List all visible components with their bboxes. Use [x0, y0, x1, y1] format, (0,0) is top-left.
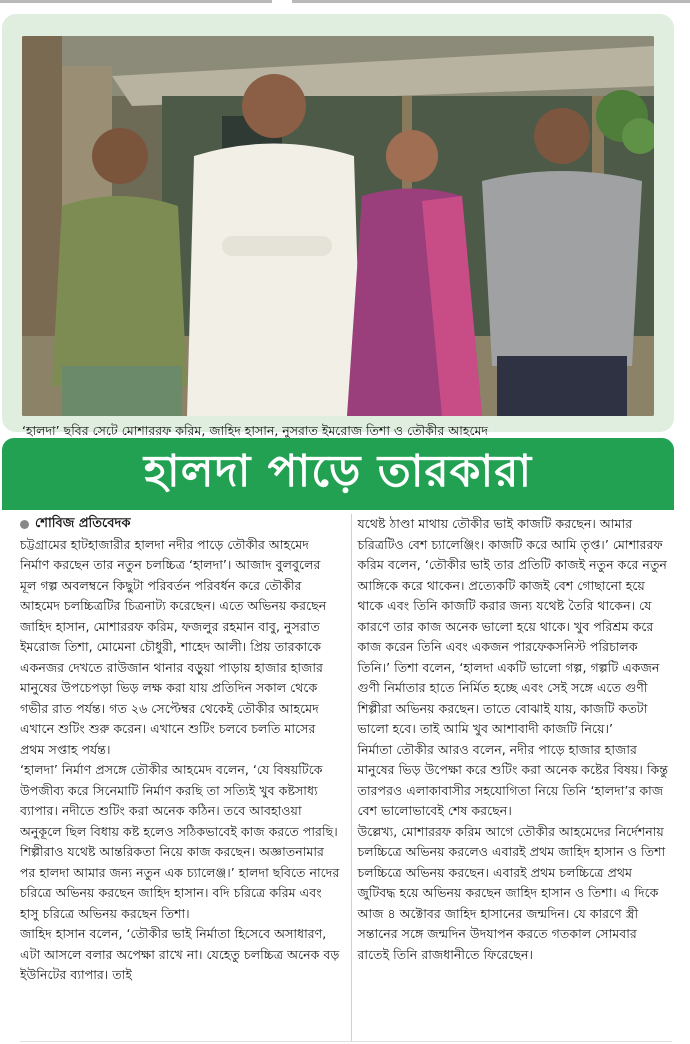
article-column-1 [20, 514, 341, 1042]
bottom-rule [20, 1041, 672, 1042]
cast-photo [22, 36, 654, 416]
paragraph: জাহিদ হাসান বলেন, ‘তৌকীর ভাই নির্মাতা হিসেবে অসাধারণ, এটা আসলে বলার অপেক্ষা রাখে না। যেহেতু চলচ্চিত্র অনেক বড় ইউনিটের ব্যাপার। তাই [20, 926, 340, 982]
bullet-icon [20, 520, 29, 529]
paragraph: চট্টগ্রামের হাটহাজারীর হালদা নদীর পাড়ে তৌকীর আহমেদ নির্মাণ করছেন তার নতুন চলচ্চিত্র ‘হালদা’। আজাদ বুলবুলের মূল গল্প অবলম্বনে কিছুটা পরিবর্তন পরিবর্ধন করে তৌকীর আহমেদ চলচ্চিত্রটির চিত্রনাট্য করেছেন। এতে অভিনয় করছেন জাহিদ হাসান, মোশাররফ করিম, ফজলুর রহমান বাবু, নুসরাত ইমরোজ তিশা, মোমেনা চৌধুরী, শাহেদ আলী। প্রিয় তারকাকে একনজর দেখতে রাউজান থানার বড়ুয়া পাড়ায় হাজার হাজার মানুষের উপচেপড়া ভিড় লক্ষ করা যায় প্রতিদিন সকাল থেকে গভীর রাত পর্যন্ত। গত ২৬ সেপ্টেম্বর থেকেই তৌকীর আহমেদ এখানে শুটিং শুরু করেন। এখানে শুটিং চলবে চলতি মাসের প্রথম সপ্তাহ পর্যন্ত। [20, 536, 327, 757]
paragraph: ‘হালদা’ নির্মাণ প্রসঙ্গে তৌকীর আহমেদ বলেন, ‘যে বিষয়টিকে উপজীব্য করে সিনেমাটি নির্মাণ করছি তা সত্যিই খুব কষ্টসাধ্য ব্যাপার। নদীতে শুটিং করা অনেক কঠিন। তবে আবহাওয়া অনুকূলে ছিল বিধায় কষ্ট হলেও সঠিকভাবেই কাজ করতে পারছি। শিল্পীরাও যথেষ্ট আন্তরিকতা নিয়ে কাজ করছেন। অজ্ঞাতনামার পর হালদা আমার জন্য নতুন এক চ্যালেঞ্জ।’ হালদা ছবিতে নাদের চরিত্রে অভিনয় করছেন জাহিদ হাসান। বদি চরিত্রে করিম এবং হাসু চরিত্রে অভিনয় করছেন তিশা। [20, 762, 340, 921]
photo-caption: ‘হালদা’ ছবির সেটে মোশাররফ করিম, জাহিদ হাসান, নুসরাত ইমরোজ তিশা ও তৌকীর আহমেদ [22, 423, 488, 438]
paragraph: নির্মাতা তৌকীর আরও বলেন, নদীর পাড়ে হাজার হাজার মানুষের ভিড় উপেক্ষা করে শুটিং করা অনেক কষ্টের বিষয়। কিন্তু তারপরও এলাকাবাসীর সহযোগিতা নিয়ে তিনি ‘হালদা’র কাজ বেশ ভালোভাবেই শেষ করছেন। [357, 741, 669, 818]
top-rule-left [0, 0, 272, 3]
article-column-2 [351, 514, 673, 1042]
byline-text: শোবিজ প্রতিবেদক [35, 516, 131, 531]
article-body [20, 514, 672, 1042]
paragraph: উল্লেখ্য, মোশাররফ করিম আগে তৌকীর আহমেদের নির্দেশনায় চলচ্চিত্রে অভিনয় করলেও এবারই প্রথম জাহিদ হাসান ও তিশা চলচ্চিত্রে অভিনয় করছেন। এবারই প্রথম চলচ্চিত্রে প্রথম জুটিবদ্ধ হয়ে অভিনয় করছেন জাহিদ হাসান ও তিশা। এ দিকে আজ ৪ অক্টোবর জাহিদ হাসানের জন্মদিন। যে কারণে স্ত্রী সন্তানের সঙ্গে জন্মদিন উদযাপন করতে গতকাল সোমবার রাতেই তিনি রাজধানীতে ফিরেছেন। [357, 823, 666, 962]
headline-banner [2, 438, 674, 510]
byline [20, 514, 341, 535]
headline: হালদা পাড়ে তারকারা [143, 445, 533, 497]
paragraph: যথেষ্ট ঠাণ্ডা মাথায় তৌকীর ভাই কাজটি করছেন। আমার চরিত্রটিও বেশ চ্যালেঞ্জিং। কাজটি করে আমি তৃপ্ত।’ মোশাররফ করিম বলেন, ‘তৌকীর ভাই তার প্রতিটি কাজই নতুন করে নতুন আঙ্গিকে করে থাকেন। প্রত্যেকটি কাজই বেশ গোছানো হয়ে থাকে এবং তিনি কাজটি করার জন্য যথেষ্ট তৈরি থাকেন। যে কারণে তার কাজ অনেক ভালো হয়ে থাকে। খুব পরিশ্রম করে কাজ করেন তিনি এবং একজন পারফেকসনিস্ট পরিচালক তিনি।’ তিশা বলেন, ‘হালদা একটি ভালো গল্প, গল্পটি একজন গুণী নির্মাতার হাতে নির্মিত হচ্ছে এবং সেই সঙ্গে এতে গুণী শিল্পীরা অভিনয় করছেন। তাতে বোঝাই যায়, কাজটি কতটা ভালো হবে। তাই আমি খুব আশাবাদী কাজটি নিয়ে।’ [357, 516, 667, 736]
photo-panel [2, 14, 674, 438]
top-rule-right [292, 0, 690, 3]
